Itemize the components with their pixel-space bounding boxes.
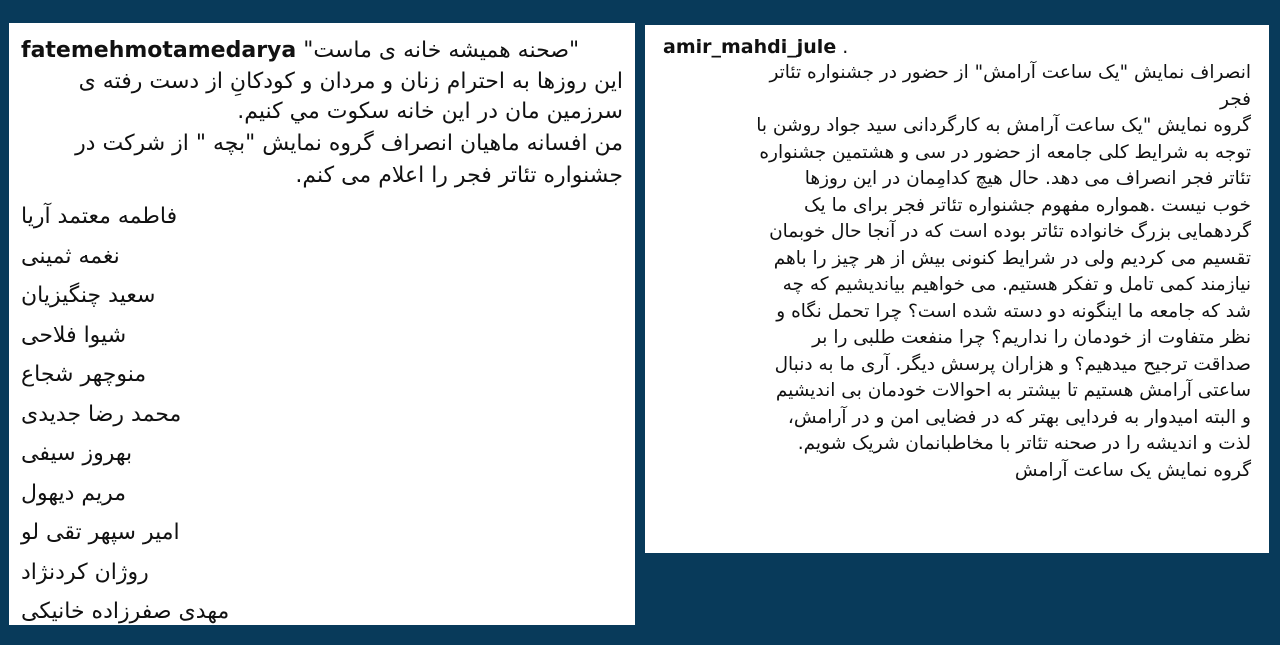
- signatory-name: محمد رضا جدیدی: [21, 401, 182, 427]
- right-post-line-5: تئاتر فجر انصراف می دهد. حال هیچ کدامِمان در این روزها: [804, 168, 1251, 189]
- right-post-line-12: صداقت ترجیح میدهیم؟ و هزاران پرسش دیگر. آری ما به دنبال: [774, 353, 1251, 375]
- right-post-signature: گروه نمایش یک ساعت آرامش: [1014, 459, 1251, 481]
- right-post-line-11: نظر متفاوت از خودمان را نداریم؟ چرا منفعت طلبی را بر: [812, 327, 1251, 348]
- right-post-line-8: تقسیم می کردیم ولی در شرایط کنونی بیش از هر چیز را باهم: [773, 247, 1251, 269]
- signatory-list: [21, 197, 623, 632]
- left-post-line-2: سرزمین مان در این خانه سکوت مي کنیم.: [237, 99, 623, 124]
- right-post-line-15: لذت و اندیشه را در صحنه تئاتر با مخاطبانمان شریک شویم.: [797, 433, 1251, 454]
- right-post-line-3: گروه نمایش "یک ساعت آرامش به کارگردانی سید جواد روشن با: [756, 115, 1251, 136]
- right-post-username[interactable]: amir_mahdi_jule: [663, 36, 837, 58]
- right-post-username-suffix: .: [836, 36, 849, 58]
- right-post-line-1: انصراف نمایش "یک ساعت آرامش" از حضور در جشنواره تئاتر: [769, 62, 1251, 83]
- signatory-name: روژان کردنژاد: [21, 559, 149, 585]
- right-post-line-10: شد که جامعه ما اینگونه دو دسته شده است؟ چرا تحمل نگاه و: [776, 300, 1251, 322]
- signatory-name: فاطمه معتمد آریا: [21, 204, 178, 229]
- right-post-line-2: فجر: [1220, 88, 1251, 110]
- right-post-line-13: ساعتی آرامش هستیم تا بیشتر به احوالات خودمان بی اندیشیم: [775, 380, 1251, 401]
- signatory-name: مریم دیهول: [21, 480, 127, 506]
- right-post-card: [645, 25, 1269, 553]
- signatory-name: منوچهر شجاع: [21, 362, 147, 387]
- left-post-line-1: این روزها به احترام زنان و مردان و کودکانِ از دست رفته ی: [78, 69, 623, 94]
- right-post-line-6: خوب نیست .همواره مفهوم جشنواره تئاتر فجر برای ما یک: [804, 194, 1251, 216]
- left-post-caption-first: "صحنه همیشه خانه ی ماست": [303, 38, 580, 63]
- signatory-name: مهدی صفرزاده خانیکی: [21, 599, 230, 624]
- left-post-line-4: جشنواره تئاتر فجر را اعلام می کنم.: [295, 163, 623, 188]
- right-post-line-14: و البته امیدوار به فردایی بهتر که در فضایی امن و در آرامش،: [787, 406, 1251, 428]
- left-post-header: [21, 35, 623, 67]
- signatory-name: نغمه ثمینی: [21, 243, 120, 269]
- signatory-name: شیوا فلاحی: [21, 322, 127, 348]
- left-post-username[interactable]: fatemehmotamedarya: [21, 38, 297, 63]
- signatory-name: بهروز سیفی: [21, 441, 133, 466]
- signatory-name: امیر سپهر تقی لو: [21, 520, 180, 545]
- right-post-line-4: توجه به شرایط کلی جامعه از حضور در سی و هشتمین جشنواره: [759, 141, 1251, 163]
- signatory-name: سعید چنگیزیان: [21, 283, 156, 308]
- right-post-header: [663, 34, 1251, 60]
- left-post-card: [9, 23, 635, 625]
- left-post-line-3: من افسانه ماهیان انصراف گروه نمایش "بچه " از شرکت در: [75, 131, 623, 156]
- right-post-line-7: گردهمایی بزرگ خانواده تئاتر بوده است که در آنجا حال خوبمان: [769, 221, 1251, 242]
- right-post-line-9: نیازمند کمی تامل و تفکر هستیم. می خواهیم بیاندیشیم که چه: [782, 274, 1251, 295]
